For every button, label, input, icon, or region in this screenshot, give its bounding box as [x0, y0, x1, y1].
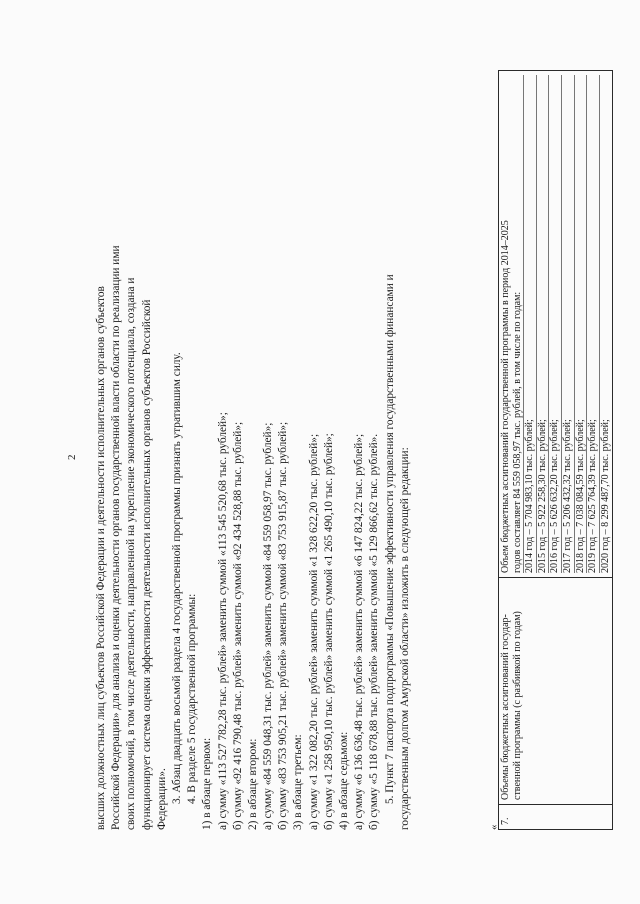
text-line: а) сумму «6 136 636,48 тыс. рублей» заменить суммой «6 147 824,22 тыс. рублей»;: [353, 433, 366, 830]
text-line: 5. Пункт 7 паспорта подпрограммы «Повышение эффективности управления государственными финансами и: [383, 274, 396, 804]
text-line: б) сумму «1 258 950,10 тыс. рублей» заменить суммой «1 265 490,10 тыс. рублей»;: [322, 433, 335, 830]
page-number: 2: [66, 454, 78, 460]
text-line: 3) в абзаце третьем:: [292, 734, 305, 830]
table-row: [499, 71, 613, 830]
year-amount: 2015 год – 5 922 258,30 тыс. рублей;: [536, 75, 549, 573]
text-line: 4) в абзаце седьмом:: [338, 731, 350, 830]
content-line: годов составляет 84 559 058,97 тыс. рублей, в том числе по годам:: [511, 291, 523, 573]
row-name-line: ственной программы (с разбивкой по годам): [511, 611, 523, 800]
text-line: а) сумму «113 527 782,28 тыс. рублей» заменить суммой «113 545 520,68 тыс. рублей»;: [216, 412, 229, 830]
row-number: 7.: [499, 805, 613, 830]
document-text: [94, 70, 413, 830]
text-line: Российской Федерации» для анализа и оценки деятельности органов государственной власти области по реализации ими: [110, 245, 123, 830]
text-line: б) сумму «5 118 678,88 тыс. рублей» заменить суммой «5 129 866,62 тыс. рублей».: [368, 433, 381, 830]
year-amount: 2014 год – 5 704 983,10 тыс. рублей;: [523, 75, 536, 573]
row-name-cell: [499, 578, 613, 805]
text-line: 3. Абзац двадцать восьмой раздела 4 государственной программы признать утратившим силу.: [170, 352, 183, 804]
rotated-document-body: [60, 52, 611, 852]
content-line: Объем бюджетных ассигнований государственной программы в период 2014–2025: [500, 220, 511, 573]
text-line: Федерации».: [155, 768, 168, 830]
year-amount: 2019 год – 7 625 764,39 тыс. рублей;: [586, 75, 599, 573]
text-line: высших должностных лиц субъектов Российской Федерации и деятельности исполнительных органов субъектов: [95, 286, 107, 830]
opening-quote: «: [488, 824, 500, 830]
text-line: 4. В разделе 5 государственной программы:: [186, 593, 199, 804]
text-line: 1) в абзаце первом:: [201, 737, 214, 830]
text-line: б) сумму «83 753 905,21 тыс. рублей» заменить суммой «83 753 915,87 тыс. рублей»;: [277, 421, 290, 830]
text-line: функционирует система оценки эффективности деятельности исполнительных органов субъектов Российской: [140, 299, 153, 830]
year-amount: 2017 год – 5 206 432,32 тыс. рублей;: [561, 75, 574, 573]
text-line: а) сумму «1 322 082,20 тыс. рублей» заменить суммой «1 328 622,20 тыс. рублей»;: [307, 433, 320, 830]
text-line: государственным долгом Амурской области» изложить в следующей редакции:: [398, 447, 411, 830]
text-line: 2) в абзаце втором:: [246, 738, 259, 830]
text-line: б) сумму «92 416 790,48 тыс. рублей» заменить суммой «92 434 528,88 тыс. рублей»;: [231, 421, 244, 830]
year-amount: 2020 год – 8 299 487,70 тыс. рублей;: [599, 75, 612, 573]
text-line: а) сумму «84 559 048,31 тыс. рублей» заменить суммой «84 559 058,97 тыс. рублей»;: [262, 422, 275, 830]
year-amount: 2018 год – 7 038 084,59 тыс. рублей;: [574, 75, 587, 573]
text-line: своих полномочий, в том числе деятельности, направленной на укрепление экономического потенциала, создана и: [125, 277, 138, 830]
year-amount: 2016 год – 5 626 632,20 тыс. рублей;: [548, 75, 561, 573]
passport-table: [498, 70, 613, 830]
row-name-line: Объемы бюджетных ассигнований государ-: [500, 614, 511, 800]
row-content-cell: [499, 71, 613, 578]
